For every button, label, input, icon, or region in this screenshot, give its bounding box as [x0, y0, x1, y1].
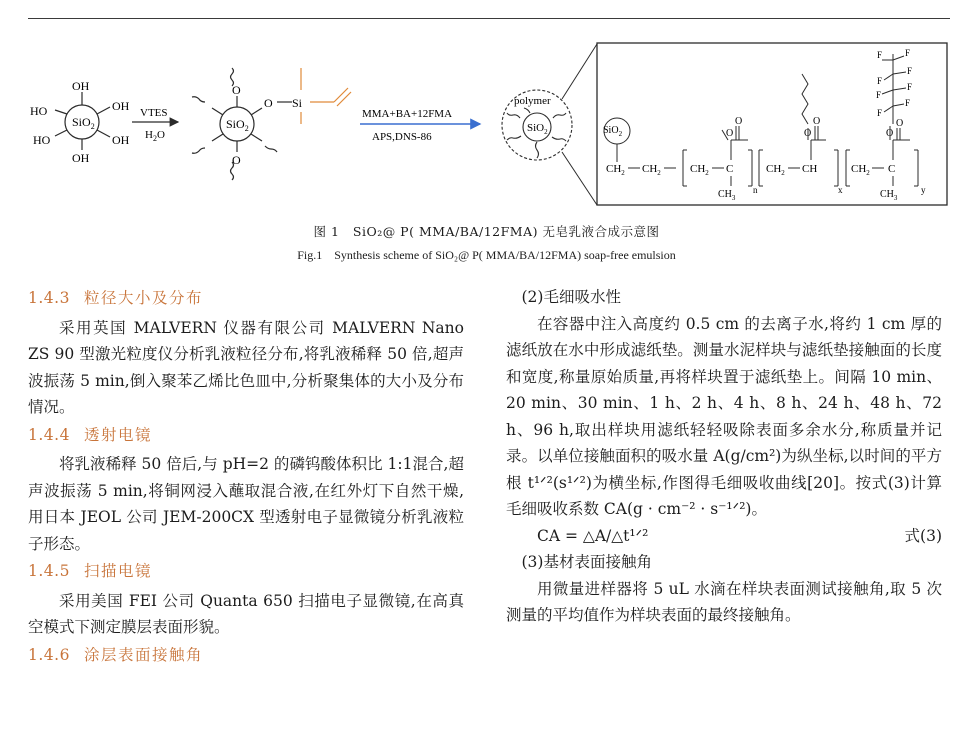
figure-caption-en: [0, 248, 973, 263]
heading-1-4-4: 1.4.4 透射电镜: [28, 425, 152, 444]
synthesis-scheme: [0, 0, 973, 210]
subheading-contact-angle: (3)基材表面接触角: [521, 553, 652, 571]
index-n: n: [753, 185, 758, 195]
ester-o-1: O: [726, 128, 734, 139]
index-x: x: [838, 185, 843, 195]
index-y: y: [921, 185, 926, 195]
ester-o-4: O: [813, 116, 821, 127]
silica-label-1: SiO$_2$: [72, 115, 95, 131]
ester-o-2: O: [735, 116, 743, 127]
chain-ch2-5: $CH_2$: [851, 163, 870, 177]
paragraph-tem: 将乳液稀释 50 倍后,与 pH=2 的磷钨酸体积比 1:1混合,超声波振荡 5 min,将铜网浸入蘸取混合液,在红外灯下自然干燥,用日本 JEOL 公司 JEM-200CX 型透射电子显微镜分析乳液粒子形态。: [28, 455, 464, 553]
zoom-box: [597, 43, 947, 205]
ho-left-bottom: HO: [33, 133, 51, 147]
fluorine-4: F: [877, 76, 883, 86]
paragraph-sem: 采用美国 FEI 公司 Quanta 650 扫描电子显微镜,在高真空模式下测定膜层表面形貌。: [28, 591, 464, 636]
oh-bottom: OH: [72, 151, 90, 165]
chain-ch2-2: $CH_2$: [642, 163, 661, 177]
oh-right-bottom: OH: [112, 133, 130, 147]
paragraph-capillary: 在容器中注入高度约 0.5 cm 的去离子水,将约 1 cm 厚的滤纸放在水中形成滤纸垫。测量水泥样块与滤纸垫接触面的长度和宽度,称量原始质量,再将样块置于滤纸垫上。间隔 10 min、20 min、30 min、1 h、2 h、4 h、8 h、24 h、48 h、72 h、96 h,取出样块用滤纸轻轻吸除表面多余水分,称质量并记录。以单位接触面积的吸水量 A(g/cm²)为纵坐标,以时间的平方根 t¹ᐟ²(s¹ᐟ²)为横坐标,作图得毛细吸收曲线[20]。按式(3)计算毛细吸收系数 CA(g · cm⁻² · s⁻¹ᐟ²)。: [506, 314, 942, 518]
oh-top: OH: [72, 79, 90, 93]
ho-left-top: HO: [30, 104, 48, 118]
paragraph-particle-size: 采用英国 MALVERN 仪器有限公司 MALVERN Nano ZS 90 型激光粒度仪分析乳液粒径分布,将乳液稀释 50 倍,超声波振荡 5 min,倒入聚苯乙烯比色皿中,分析聚集体的大小及分布情况。: [28, 318, 464, 416]
right-column: [506, 284, 942, 629]
o-top: O: [232, 83, 241, 97]
o-right: O: [264, 96, 273, 110]
polymer-label: polymer: [514, 95, 551, 107]
zoom-line-bottom: [562, 152, 597, 205]
ch3-2: $CH_3$: [880, 189, 898, 202]
si-atom: Si: [292, 96, 303, 110]
fluorine-5: F: [907, 82, 913, 92]
step2-monomers: MMA+BA+12FMA: [362, 108, 453, 120]
equation-3: [506, 523, 942, 550]
silica-label-3: SiO$_2$: [527, 122, 548, 136]
fluorine-1: F: [905, 48, 911, 58]
chain-ch2-4: $CH_2$: [766, 163, 785, 177]
chain-ch2-3: $CH_2$: [690, 163, 709, 177]
caption-en-text: Synthesis scheme of SiO₂@ P( MMA/BA/12FMA) soap-free emulsion: [334, 248, 676, 262]
caption-en-prefix: Fig.1: [297, 248, 323, 262]
paragraph-contact-angle: 用微量进样器将 5 uL 水滴在样块表面测试接触角,取 5 次测量的平均值作为样块表面的最终接触角。: [506, 579, 942, 624]
o-bottom: O: [232, 153, 241, 167]
silica-label-2: SiO$_2$: [226, 117, 249, 133]
equation-text: CA = △A/△t¹ᐟ²: [537, 526, 649, 545]
figure-caption-cn: [0, 222, 973, 240]
ch3-1: $CH_3$: [718, 189, 736, 202]
silane-modified-particle: [192, 68, 351, 180]
equation-label: 式(3): [904, 526, 942, 545]
oh-right-top: OH: [112, 99, 130, 113]
chain-c-2: C: [888, 163, 896, 175]
fluorine-6: F: [876, 90, 882, 100]
ester-o-3: O: [804, 128, 812, 139]
fluorine-2: F: [877, 50, 883, 60]
caption-cn-prefix: 图 1: [313, 224, 340, 239]
left-column: [28, 284, 464, 671]
heading-1-4-3: 1.4.3 粒径大小及分布: [28, 289, 203, 307]
step2-conditions: APS,DNS-86: [372, 131, 432, 143]
heading-1-4-6: 1.4.6 涂层表面接触角: [28, 645, 203, 664]
step1-solvent: $H_2O$: [145, 129, 165, 143]
ester-o-6: O: [896, 118, 904, 129]
chain-c-1: C: [726, 163, 734, 175]
silica-label-4: SiO$_2$: [603, 125, 623, 138]
chain-ch-1: CH: [802, 163, 818, 175]
zoom-line-top: [562, 44, 597, 99]
caption-cn-text: SiO₂@ P( MMA/BA/12FMA) 无皂乳液合成示意图: [352, 224, 660, 239]
heading-1-4-5: 1.4.5 扫描电镜: [28, 562, 152, 580]
ester-o-5: O: [886, 128, 894, 139]
fluorine-3: F: [907, 66, 913, 76]
subheading-capillary: (2)毛细吸水性: [521, 288, 621, 306]
fluorine-8: F: [877, 108, 883, 118]
step1-reagent: VTES: [140, 107, 168, 119]
chain-ch2-1: $CH_2$: [606, 163, 625, 177]
fluorine-7: F: [905, 98, 911, 108]
